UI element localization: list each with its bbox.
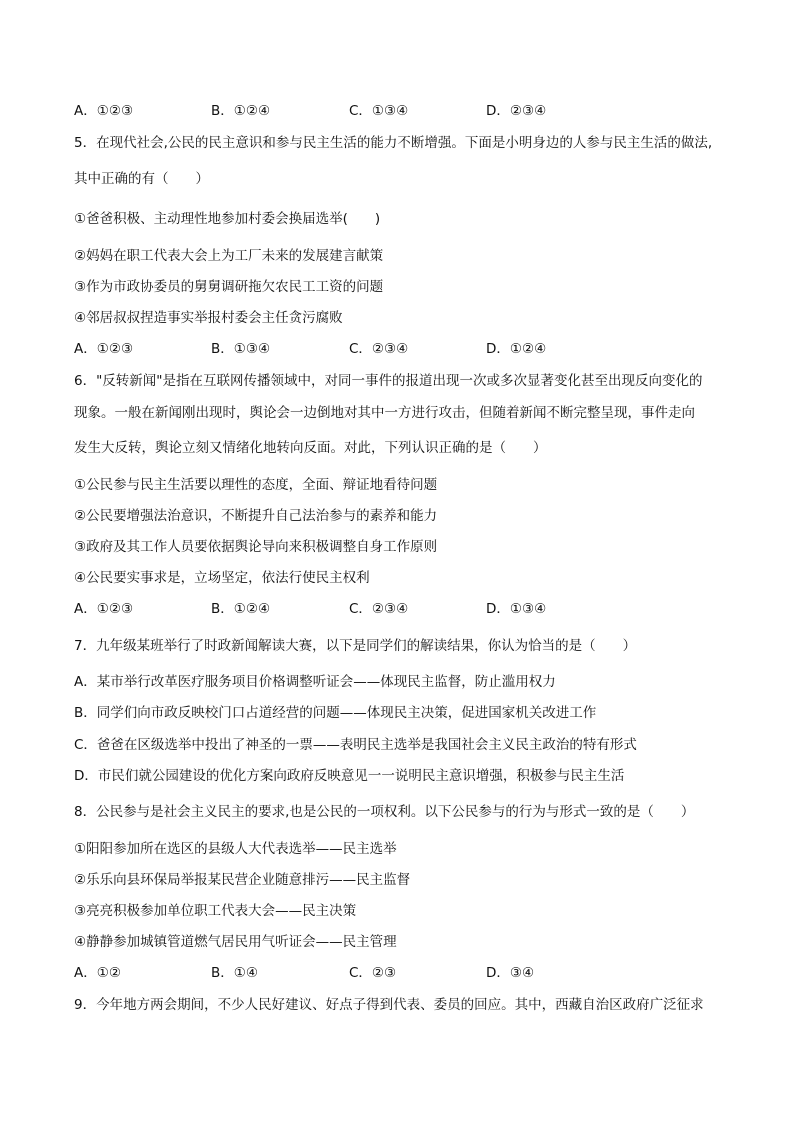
q7-choice-d: D．市民们就公园建设的优化方案向政府反映意见一一说明民主意识增强，积极参与民主生活	[74, 768, 625, 784]
q7-choice-c: C．爸爸在区级选举中投出了神圣的一票——表明民主选举是我国社会主义民主政治的特有形式	[74, 737, 637, 753]
q5-stem-line1: 5．在现代社会,公民的民主意识和参与民主生活的能力不断增强。下面是小明身边的人参与民主生活的做法,	[74, 135, 713, 151]
q5-item-4: ④邻居叔叔捏造事实举报村委会主任贪污腐败	[74, 310, 343, 326]
q6-item-3: ③政府及其工作人员要依据舆论导向来积极调整自身工作原则	[74, 539, 438, 555]
q9-stem-line1: 9．今年地方两会期间，不少人民好建议、好点子得到代表、委员的回应。其中，西藏自治区政府广泛征求	[74, 997, 704, 1013]
q6-stem-line1: 6．"反转新闻"是指在互联网传播领域中，对同一事件的报道出现一次或多次显著变化甚至出现反向变化的	[74, 373, 703, 389]
q7-choice-a: A．某市举行改革医疗服务项目价格调整听证会——体现民主监督，防止滥用权力	[74, 674, 556, 690]
q5-stem-line2: 其中正确的有（ ）	[74, 171, 209, 187]
q8-option-c: C．②③	[349, 965, 397, 981]
q6-option-c: C．②③④	[349, 601, 409, 617]
q6-item-2: ②公民要增强法治意识，不断提升自己法治参与的素养和能力	[74, 508, 438, 524]
q5-item-1: ①爸爸积极、主动理性地参加村委会换届选举( )	[74, 211, 381, 227]
q5-option-b: B．①③④	[211, 341, 271, 357]
q8-item-1: ①阳阳参加所在选区的县级人大代表选举——民主选举	[74, 841, 397, 857]
q6-item-4: ④公民要实事求是，立场坚定，依法行使民主权利	[74, 570, 370, 586]
q8-item-4: ④静静参加城镇管道燃气居民用气听证会——民主管理	[74, 934, 397, 950]
q5-item-3: ③作为市政协委员的舅舅调研拖欠农民工工资的问题	[74, 279, 384, 295]
q5-option-c: C．②③④	[349, 341, 409, 357]
q4-option-a: A．①②③	[74, 103, 134, 119]
q6-option-a: A．①②③	[74, 601, 134, 617]
q6-stem-line3: 发生大反转，舆论立刻又情绪化地转向反面。对此，下列认识正确的是（ ）	[74, 440, 547, 456]
q8-option-d: D．③④	[486, 965, 535, 981]
q7-choice-b: B．同学们向市政反映校门口占道经营的问题——体现民主决策，促进国家机关改进工作	[74, 705, 597, 721]
q8-stem: 8．公民参与是社会主义民主的要求,也是公民的一项权利。以下公民参与的行为与形式一致的是（ ）	[74, 804, 695, 820]
q6-item-1: ①公民参与民主生活要以理性的态度，全面、辩证地看待问题	[74, 477, 438, 493]
q8-item-2: ②乐乐向县环保局举报某民营企业随意排污——民主监督	[74, 872, 411, 888]
q8-option-b: B．①④	[211, 965, 258, 981]
q6-option-b: B．①②④	[211, 601, 271, 617]
q4-option-b: B．①②④	[211, 103, 271, 119]
q8-option-a: A．①②	[74, 965, 121, 981]
q4-option-d: D．②③④	[486, 103, 547, 119]
q6-option-d: D．①③④	[486, 601, 547, 617]
q7-stem: 7．九年级某班举行了时政新闻解读大赛，以下是同学们的解读结果，你认为恰当的是（ ）	[74, 638, 637, 654]
q5-option-a: A．①②③	[74, 341, 134, 357]
q4-option-c: C．①③④	[349, 103, 409, 119]
q8-item-3: ③亮亮积极参加单位职工代表大会——民主决策	[74, 903, 357, 919]
q6-stem-line2: 现象。一般在新闻刚出现时，舆论会一边倒地对其中一方进行攻击，但随着新闻不断完整呈现，事件走向	[74, 405, 695, 421]
q5-option-d: D．①②④	[486, 341, 547, 357]
q5-item-2: ②妈妈在职工代表大会上为工厂未来的发展建言献策	[74, 248, 384, 264]
